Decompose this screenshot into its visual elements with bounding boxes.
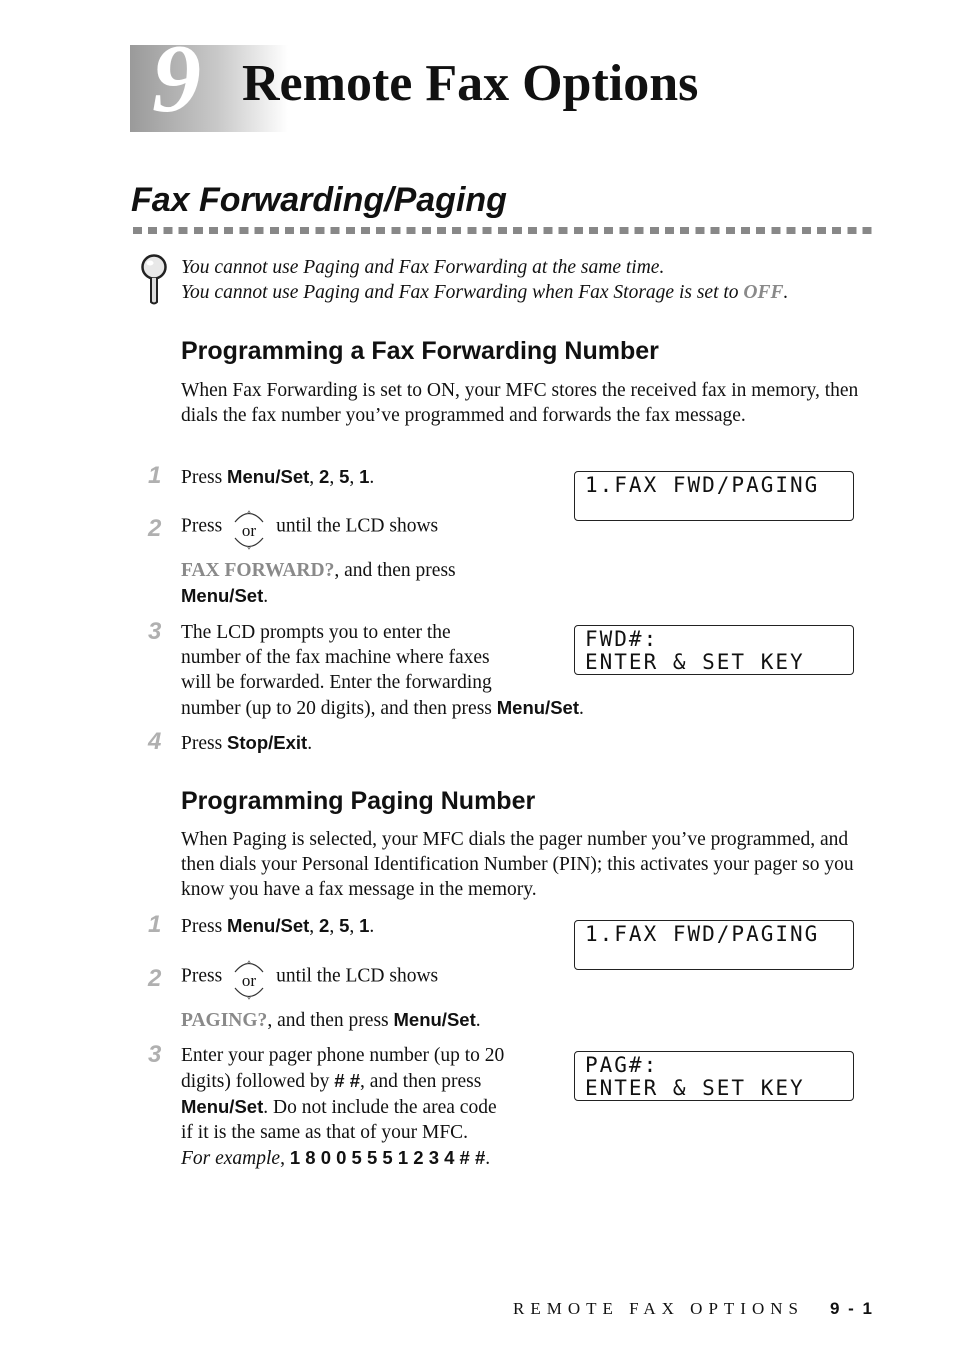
sep: , bbox=[309, 467, 320, 488]
step-3-line: if it is the same as that of your MFC. bbox=[181, 1122, 469, 1143]
step-3-line: The LCD prompts you to enter the bbox=[181, 622, 451, 643]
note-line-1: You cannot use Paging and Fax Forwarding at the same time. bbox=[181, 257, 665, 278]
key-5: 5 bbox=[339, 915, 350, 936]
sep: , bbox=[309, 916, 320, 937]
step-3-line bbox=[181, 1094, 504, 1120]
menu-set-key: Menu/Set bbox=[181, 1096, 264, 1117]
step-shows: until the LCD shows bbox=[276, 965, 439, 987]
up-down-arrow-icon bbox=[232, 507, 266, 553]
step-2-line bbox=[181, 558, 456, 583]
paging-step-2-cont bbox=[181, 1007, 481, 1033]
lcd-line-1: FWD#: bbox=[585, 627, 659, 651]
note-off-value: OFF bbox=[743, 282, 784, 303]
note-line-2 bbox=[181, 280, 788, 305]
forwarding-step-2-number: 2 bbox=[148, 515, 162, 542]
step-3-line bbox=[181, 1068, 504, 1094]
step-press: Press bbox=[181, 916, 228, 937]
note-line-2-end: . bbox=[783, 282, 789, 303]
step-3-text: . Do not include the area code bbox=[263, 1097, 497, 1118]
forwarding-step-3 bbox=[181, 620, 584, 721]
section-divider bbox=[133, 227, 873, 234]
footer-chapter-label: REMOTE FAX OPTIONS bbox=[513, 1299, 804, 1318]
step-press: Press bbox=[181, 467, 228, 488]
step-3-line: will be forwarded. Enter the forwarding bbox=[181, 672, 492, 693]
forwarding-lcd-2 bbox=[574, 625, 854, 675]
forwarding-step-4-number: 4 bbox=[148, 728, 162, 755]
key-2: 2 bbox=[319, 466, 330, 487]
paging-lcd-2 bbox=[574, 1051, 854, 1101]
key-1: 1 bbox=[359, 915, 370, 936]
step-then: , and then press bbox=[267, 1010, 394, 1031]
sep: . bbox=[369, 467, 375, 488]
menu-set-key: Menu/Set bbox=[181, 585, 264, 606]
forwarding-heading: Programming a Fax Forwarding Number bbox=[181, 337, 659, 365]
up-down-arrow-icon bbox=[232, 957, 266, 1003]
chapter-title: Remote Fax Options bbox=[242, 55, 699, 112]
forwarding-step-1-number: 1 bbox=[148, 462, 162, 489]
chapter-number: 9 bbox=[152, 25, 201, 133]
step-shows: until the LCD shows bbox=[276, 515, 439, 537]
lcd-line-2: ENTER & SET KEY bbox=[585, 1076, 805, 1100]
step-3-line: number of the fax machine where faxes bbox=[181, 647, 490, 668]
forwarding-lcd-1: 1.FAX FWD/PAGING bbox=[574, 471, 854, 521]
step-3-text: , and then press bbox=[360, 1071, 482, 1092]
menu-set-key: Menu/Set bbox=[227, 915, 310, 936]
sep: , bbox=[349, 916, 360, 937]
hash-keys: # # bbox=[334, 1070, 360, 1091]
sep: . bbox=[475, 1010, 481, 1031]
paging-step-1-number: 1 bbox=[148, 911, 162, 938]
step-press: Press bbox=[181, 733, 228, 754]
lcd-line-2: ENTER & SET KEY bbox=[585, 650, 805, 674]
forwarding-step-1 bbox=[181, 464, 374, 490]
sep: . bbox=[578, 698, 584, 719]
step-3-line: Enter your pager phone number (up to 20 bbox=[181, 1045, 505, 1066]
sep: . bbox=[263, 586, 269, 607]
step-3-text: number (up to 20 digits), and then press bbox=[181, 698, 497, 719]
step-3-text: digits) followed by bbox=[181, 1071, 335, 1092]
page-number: 9 - 1 bbox=[829, 1299, 874, 1318]
step-3-line bbox=[181, 1145, 504, 1171]
key-2: 2 bbox=[319, 915, 330, 936]
forwarding-step-2-cont bbox=[181, 558, 456, 609]
note-line-2-text: You cannot use Paging and Fax Forwarding when Fax Storage is set to bbox=[181, 282, 744, 303]
lcd-fax-forward-value: FAX FORWARD? bbox=[181, 560, 335, 581]
sep: . bbox=[485, 1148, 491, 1169]
paging-step-1 bbox=[181, 913, 374, 939]
section-title: Fax Forwarding/Paging bbox=[131, 181, 507, 219]
menu-set-key: Menu/Set bbox=[227, 466, 310, 487]
note-pin-icon bbox=[140, 253, 168, 305]
forwarding-step-4 bbox=[181, 730, 312, 756]
forwarding-intro: When Fax Forwarding is set to ON, your MFC stores the received fax in memory, then dials the fax number you’ve programmed and forwards the fax message. bbox=[181, 380, 859, 426]
note-text bbox=[181, 255, 788, 305]
sep: . bbox=[307, 733, 313, 754]
sep: , bbox=[280, 1148, 290, 1169]
paging-step-3 bbox=[181, 1043, 504, 1171]
key-1: 1 bbox=[359, 466, 370, 487]
paging-heading: Programming Paging Number bbox=[181, 787, 536, 815]
step-3-line bbox=[181, 695, 584, 721]
step-press: Press bbox=[181, 965, 223, 987]
paging-step-2-number: 2 bbox=[148, 965, 162, 992]
step-2-line bbox=[181, 583, 456, 609]
paging-step-2 bbox=[181, 957, 438, 997]
forwarding-step-3-number: 3 bbox=[148, 618, 162, 645]
stop-exit-key: Stop/Exit bbox=[227, 732, 308, 753]
paging-step-3-number: 3 bbox=[148, 1041, 162, 1068]
or-label: or bbox=[242, 971, 257, 990]
menu-set-key: Menu/Set bbox=[393, 1009, 476, 1030]
sep: . bbox=[369, 916, 375, 937]
lcd-line-1: PAG#: bbox=[585, 1053, 659, 1077]
sep: , bbox=[329, 916, 340, 937]
sep: , bbox=[329, 467, 340, 488]
paging-intro: When Paging is selected, your MFC dials the pager number you’ve programmed, and then dials your Personal Identification Number (PIN); this activates your pager so you know you have a fax message in the memory. bbox=[181, 829, 854, 900]
or-label: or bbox=[242, 521, 257, 540]
sep: , bbox=[349, 467, 360, 488]
key-5: 5 bbox=[339, 466, 350, 487]
paging-lcd-1: 1.FAX FWD/PAGING bbox=[574, 920, 854, 970]
page-footer bbox=[513, 1299, 874, 1319]
menu-set-key: Menu/Set bbox=[496, 697, 579, 718]
lcd-paging-value: PAGING? bbox=[181, 1010, 268, 1031]
step-press: Press bbox=[181, 515, 223, 537]
forwarding-step-2 bbox=[181, 507, 438, 547]
example-label: For example bbox=[181, 1148, 281, 1169]
step-then: , and then press bbox=[334, 560, 456, 581]
example-number: 1 8 0 0 5 5 5 1 2 3 4 # # bbox=[289, 1147, 486, 1168]
